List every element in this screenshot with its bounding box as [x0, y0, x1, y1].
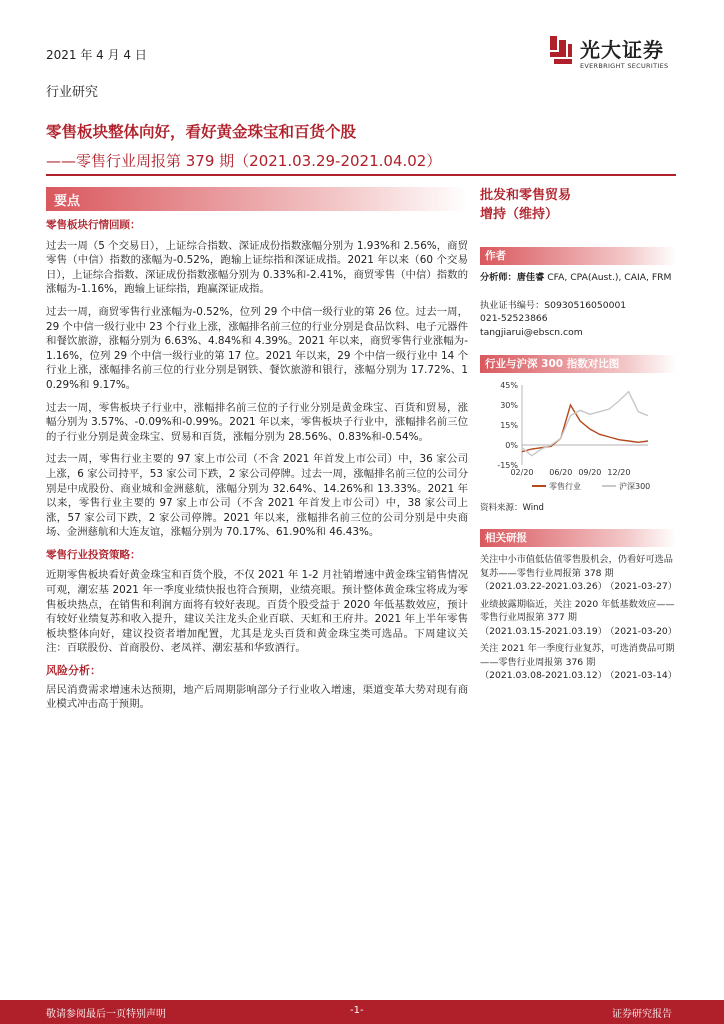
review-paragraph-2: 过去一周，商贸零售行业涨幅为-0.52%，位列 29 个中信一级行业的第 26 位。过去一周，29 个中信一级行业中 23 个行业上涨，涨幅排名前三位的行业分别是食品饮料、电子元器件和餐饮旅游，涨幅分别为 6.63%、4.84%和 4.39%。2021 年以来，商贸零售行业涨幅为-1.16%，位列 29 个中信一级行业的第 17 位。2021 年以来，29 个中信一级行业中 14 个行业上涨，涨幅排名前三位的行业分别是钢铁、餐饮旅游和银行，涨幅分别为 17.72%、10.29%和 9.17%。	[46, 305, 468, 391]
sidebar	[480, 187, 676, 687]
related-title: 关注 2021 年一季度行业复苏，可选消费品可期——零售行业周报第 376 期	[480, 643, 675, 668]
cert-number: 执业证书编号：S0930516050001	[480, 299, 627, 311]
risk-heading: 风险分析：	[46, 664, 101, 678]
chart-x-tick-label: 02/20	[510, 468, 534, 477]
related-list	[480, 553, 676, 683]
strategy-heading: 零售行业投资策略：	[46, 548, 141, 561]
report-date: 2021 年 4 月 4 日	[46, 48, 147, 62]
related-item[interactable]	[480, 642, 676, 683]
related-item[interactable]	[480, 598, 676, 639]
related-header	[480, 529, 676, 547]
comparison-chart	[480, 379, 676, 499]
report-title: 零售板块整体向好，看好黄金珠宝和百货个股	[46, 123, 357, 141]
analyst-quals: CFA, CPA(Aust.), CAIA, FRM	[547, 272, 672, 283]
related-period: （2021.03.08-2021.03.12）	[480, 670, 607, 681]
industry-name: 批发和零售贸易	[480, 188, 572, 203]
main-content	[46, 218, 468, 720]
chart-svg	[480, 379, 676, 503]
company-logo	[548, 30, 688, 76]
analyst-name: 唐佳睿	[516, 272, 545, 283]
chart-series-line	[522, 392, 648, 456]
report-category: 行业研究	[46, 85, 99, 100]
logo-text-cn: 光大证券	[580, 38, 664, 62]
chart-y-tick-label: 30%	[500, 401, 518, 410]
page-number: -1-	[350, 1005, 364, 1016]
chart-y-tick-label: -15%	[497, 461, 518, 470]
chart-source: 资料来源：Wind	[480, 503, 544, 513]
review-paragraph-3: 过去一周，零售板块子行业中，涨幅排名前三位的子行业分别是黄金珠宝、百货和贸易，涨幅分别为 3.57%、-0.09%和-0.99%。2021 年以来，零售板块子行业中，涨幅排名前三位的子行业分别是黄金珠宝、贸易和百货，涨幅分别为 28.56%、0.83%和-0.54%。	[46, 401, 468, 443]
related-period: （2021.03.22-2021.03.26）	[480, 581, 607, 592]
related-date: （2021-03-14）	[605, 670, 677, 681]
review-paragraph-1: 过去一周（5 个交易日），上证综合指数、深证成份指数涨幅分别为 1.93%和 2.56%，商贸零售（中信）指数的涨幅为-0.52%，跑输上证综指和深证成指。2021 年以来（60 个交易日），上证综合指数、深证成份指数涨幅分别为 0.33%和-2.41%，商贸零售（中信）指数的涨幅为-1.16%，跑输上证综指，跑赢深证成指。	[46, 239, 468, 296]
risk-paragraph: 居民消费需求增速未达预期，地产后周期影响部分子行业收入增速，渠道变革大势对现有商业模式冲击高于预期。	[46, 683, 468, 711]
chart-y-tick-label: 45%	[500, 381, 518, 390]
industry-rating: 增持（维持）	[480, 207, 559, 222]
chart-x-tick-label: 06/20	[549, 468, 573, 477]
logo-text-en: EVERBRIGHT SECURITIES	[580, 62, 669, 70]
review-heading: 零售板块行情回顾：	[46, 219, 141, 231]
chart-legend-label: 沪深300	[619, 482, 651, 491]
everbright-logo-icon	[548, 36, 574, 68]
analyst-phone: 021-52523866	[480, 313, 548, 324]
chart-legend-label: 零售行业	[549, 482, 581, 491]
review-paragraph-4: 过去一周，零售行业主要的 97 家上市公司（不含 2021 年首发上市公司）中，36 家公司上涨，6 家公司持平，53 家公司下跌，2 家公司停牌。过去一周，涨幅排名前三位的公司分别是中成股份、商业城和金洲慈航，涨幅分别为 32.64%、14.26%和 13.33%。2021 年以来，零售行业主要的 97 家上市公司（不含 2021 年首发上市公司）中，38 家公司上涨，57 家公司下跌，2 家公司停牌。2021 年以来，涨幅排名前三位的公司分别是中央商场、金洲慈航和大连友谊，涨幅分别为 70.17%、61.90%和 46.43%。	[46, 453, 468, 539]
related-title: 业绩披露期临近，关注 2020 年低基数效应——零售行业周报第 377 期	[480, 598, 675, 623]
chart-x-tick-label: 12/20	[607, 468, 631, 477]
author-label: 作者	[485, 250, 506, 262]
chart-y-tick-label: 0%	[505, 441, 518, 450]
footer-report-type: 证券研究报告	[612, 1009, 672, 1020]
analyst-label: 分析师：	[480, 272, 517, 283]
chart-header	[480, 355, 676, 373]
analyst-email[interactable]: tangjiarui@ebscn.com	[480, 326, 583, 338]
chart-label: 行业与沪深 300 指数对比图	[485, 358, 620, 370]
report-subtitle: ——零售行业周报第 379 期（2021.03.29-2021.04.02）	[46, 152, 442, 170]
strategy-paragraph: 近期零售板块看好黄金珠宝和百货个股，不仅 2021 年 1-2 月社销增速中黄金珠宝销售情况可观，潮宏基 2021 年一季度业绩快报也符合预期，业绩亮眼。预计整体黄金珠宝将成为零售板块热点，在销售和利润方面将有较好表现。百货个股受益于 2020 年低基数效应，预计有较好业绩复苏和收入提升，建议关注龙头企业百联、天虹和王府井。2021 年上半年零售板块整体向好，建议投资者增加配置，尤其是龙头百货和黄金珠宝类可选品。下周建议关注：百联股份、首商股份、老凤祥、潮宏基和华致酒行。	[46, 569, 468, 655]
keypoints-label: 要点	[54, 194, 81, 209]
author-header	[480, 247, 676, 265]
chart-x-tick-label: 09/20	[578, 468, 602, 477]
header-divider	[46, 174, 676, 176]
keypoints-header	[46, 187, 468, 211]
related-label: 相关研报	[485, 532, 527, 544]
analyst-info	[480, 271, 676, 285]
related-period: （2021.03.15-2021.03.19）	[480, 625, 607, 637]
chart-y-tick-label: 15%	[500, 421, 518, 430]
related-title: 关注中小市值低估值零售股机会，仍看好可选品复苏——零售行业周报第 378 期	[480, 554, 673, 579]
footer-disclaimer-link[interactable]: 敬请参阅最后一页特别声明	[46, 1009, 166, 1020]
related-item[interactable]	[480, 553, 676, 594]
related-date: （2021-03-27）	[605, 581, 677, 592]
related-date: （2021-03-20）	[605, 625, 677, 637]
